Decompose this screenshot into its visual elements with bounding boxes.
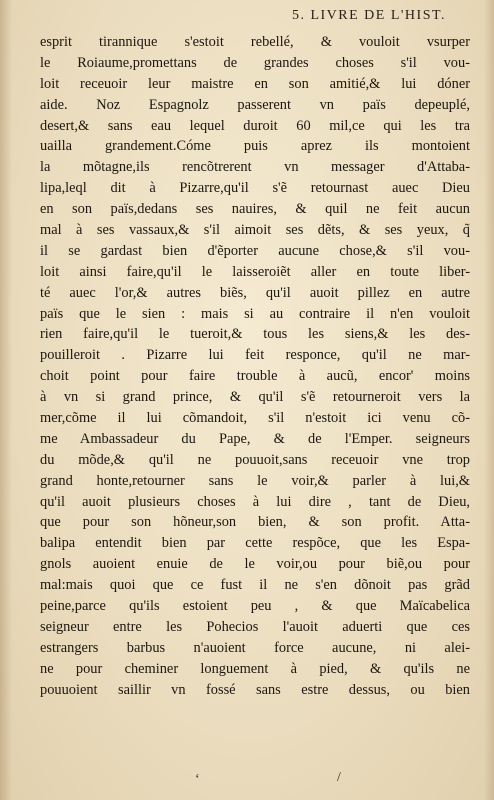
text-line: qu'il auoit plusieurs choses à lui dire , tant de Dieu, (40, 493, 470, 510)
text-line: il se gardast bien d'ẽporter aucune chose,& s'il vou- (40, 242, 470, 259)
text-line: grand honte,retourner sans le voir,& parler à lui,& (40, 472, 470, 489)
text-line: loit receuoir leur maistre en son amitié,& lui dóner (40, 75, 470, 92)
body-text (40, 32, 470, 701)
text-line: estrangers barbus n'auoient force aucune, ni alei- (40, 639, 470, 656)
text-line: peine,parce qu'ils estoient peu , & que Maïcabelica (40, 598, 470, 615)
text-line: gnols auoient enuie de le voir,ou pour biẽ,ou pour (40, 556, 470, 573)
text-line: esprit tirannique s'estoit rebellé, & vouloit vsurper (40, 34, 470, 50)
text-line: du mõde,& qu'il ne pouuoit,sans receuoir vne trop (40, 451, 470, 468)
text-line: à vn si grand prince, & qu'il s'ẽ retourneroit vers la (40, 389, 470, 406)
text-line: que pour son hõneur,son bien, & son profit. Atta- (40, 514, 470, 531)
text-line: en son païs,dedans ses nauires, & quil ne feit aucun (40, 201, 470, 218)
text-line: rien faire,qu'il le tueroit,& tous les siens,& les des- (40, 326, 470, 343)
text-line: lipa,leql dit à Pizarre,qu'il s'ẽ retournast auec Dieu (40, 180, 470, 197)
text-line: loit ainsi faire,qu'il le laisseroiẽt aller en toute liber- (40, 263, 470, 280)
text-line: mal:mais quoi que ce fust il ne s'en dõnoit pas grãd (40, 577, 470, 594)
footer-mark: ‘ (195, 772, 200, 787)
text-line: païs que le sien : mais si au contraire il n'en vouloit (40, 305, 470, 322)
text-line: mer,cõme il lui cõmandoit, s'il n'estoit ici venu cõ- (40, 410, 470, 427)
text-line: seigneur entre les Pohecios l'auoit aduerti que ces (40, 618, 470, 635)
text-line: pouuoient saillir vn fossé sans estre dessus, ou bien (40, 681, 470, 698)
text-line: me Ambassadeur du Pape, & de l'Emper. seigneurs (40, 430, 470, 447)
text-line: mal à ses vassaux,& s'il aimoit ses dẽts, & ses yeux, q̃ (40, 222, 470, 239)
text-line: uailla grandement.Cóme puis aprez ils montoient (40, 138, 470, 155)
text-line: desert,& sans eau lequel duroit 60 mil,ce qui les tra (40, 117, 470, 134)
text-line: ne pour cheminer longuement à pied, & qu'ils ne (40, 660, 470, 677)
text-line: la mõtagne,ils rencõtrerent vn messager d'Attaba- (40, 159, 470, 176)
text-line: pouilleroit . Pizarre lui feit responce, qu'il ne mar- (40, 347, 470, 364)
footer-mark: / (337, 770, 341, 785)
running-head: 5. LIVRE DE L'HIST. (291, 8, 446, 23)
text-line: balipa entendit bien par cette respõce, que les Espa- (40, 535, 470, 552)
text-line: té auec l'or,& autres biẽs, qu'il auoit pillez en autre (40, 284, 470, 301)
text-line: le Roiaume,promettans de grandes choses s'il vou- (40, 54, 470, 71)
text-line: aide. Noz Espagnolz passerent vn païs depeuplé, (40, 96, 470, 113)
text-line: choit point pour faire trouble à aucũ, encor' moins (40, 368, 470, 385)
